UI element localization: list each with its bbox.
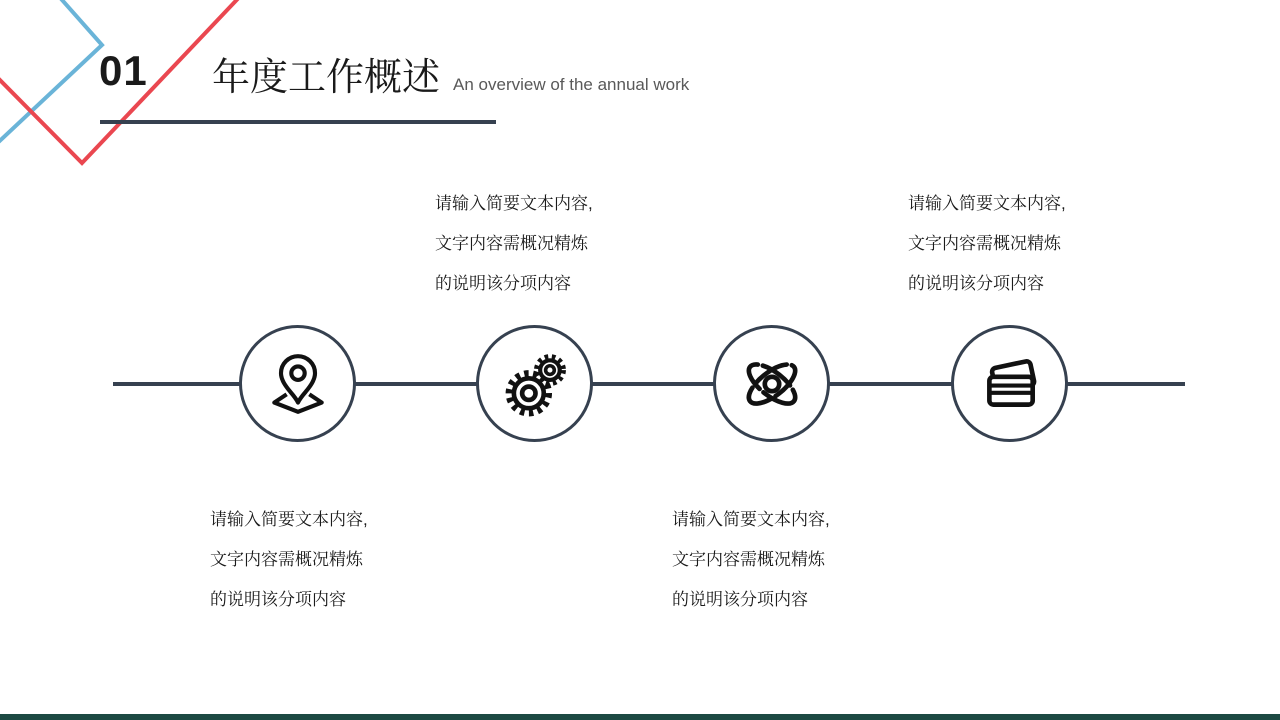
- text-line: 请输入简要文本内容,: [908, 194, 1066, 213]
- timeline-node-4: [951, 325, 1068, 442]
- timeline-node-1: [239, 325, 356, 442]
- title-row: [212, 58, 689, 100]
- bottom-accent-bar: [0, 714, 1280, 720]
- gears-icon: [502, 351, 568, 417]
- corner-decoration: [0, 0, 280, 200]
- page-subtitle: An overview of the annual work: [453, 75, 690, 94]
- step-text-block-2: [435, 184, 593, 304]
- map-pin-icon: [265, 351, 331, 417]
- timeline-node-2: [476, 325, 593, 442]
- text-line: 文字内容需概况精炼: [435, 234, 588, 253]
- section-number: 01: [99, 47, 148, 94]
- decor-blue-line: [0, 0, 102, 150]
- title-underline: [100, 120, 496, 124]
- atom-icon: [739, 351, 805, 417]
- text-line: 文字内容需概况精炼: [672, 550, 825, 569]
- text-line: 的说明该分项内容: [435, 274, 571, 293]
- text-line: 的说明该分项内容: [908, 274, 1044, 293]
- text-line: 请输入简要文本内容,: [435, 194, 593, 213]
- text-line: 文字内容需概况精炼: [908, 234, 1061, 253]
- step-text-block-4: [908, 184, 1066, 304]
- text-line: 请输入简要文本内容,: [210, 510, 368, 529]
- text-line: 的说明该分项内容: [672, 590, 808, 609]
- step-text-block-1: [210, 500, 368, 620]
- step-text-block-3: [672, 500, 830, 620]
- text-line: 文字内容需概况精炼: [210, 550, 363, 569]
- timeline-node-3: [713, 325, 830, 442]
- credit-cards-icon: [977, 351, 1043, 417]
- text-line: 的说明该分项内容: [210, 590, 346, 609]
- text-line: 请输入简要文本内容,: [672, 510, 830, 529]
- page-title: 年度工作概述: [212, 57, 441, 99]
